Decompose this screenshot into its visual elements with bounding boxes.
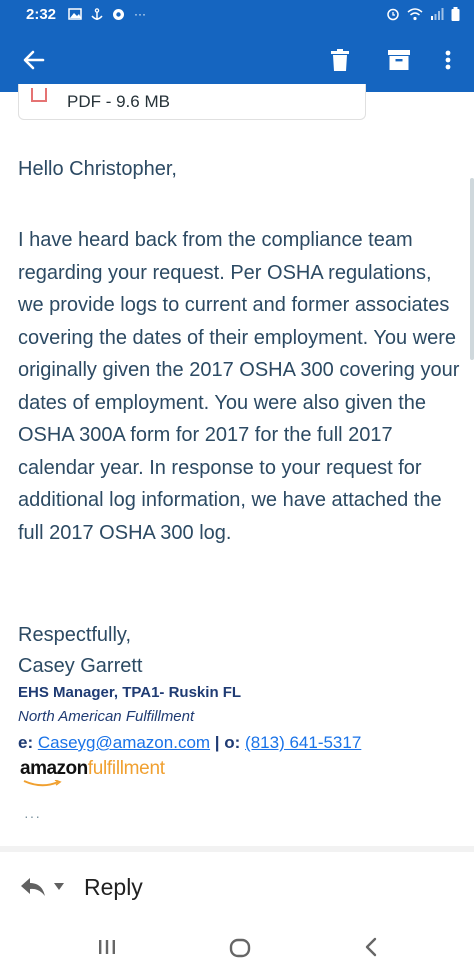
wifi-icon xyxy=(407,8,423,21)
trash-icon xyxy=(331,49,349,71)
logo-amazon-text: amazon xyxy=(20,758,88,779)
signature-contact xyxy=(18,733,361,753)
amazon-smile-icon xyxy=(22,780,62,788)
status-time: 2:32 xyxy=(26,5,57,23)
logo-fulfillment-text: fulfillment xyxy=(87,758,165,779)
pdf-file-icon xyxy=(31,88,47,102)
status-bar xyxy=(0,0,474,28)
email-closing: Respectfully, xyxy=(18,624,132,646)
anchor-icon xyxy=(91,8,103,21)
amazon-fulfillment-logo xyxy=(20,758,165,788)
email-body: I have heard back from the compliance team regarding your request. Per OSHA regulations, we provide logs to current and former associates covering the dates of their employment. You were originally given the 2017 OSHA 300 covering your dates of employment. You were also given the OSHA 300A form for 2017 for the full 2017 calendar year. In response to your request for additional log information, we have attached the full 2017 OSHA 300 log. xyxy=(18,229,460,544)
reply-icon[interactable] xyxy=(20,876,46,898)
more-vert-icon xyxy=(445,50,451,70)
reply-bar[interactable] xyxy=(0,852,474,922)
delete-button[interactable] xyxy=(326,44,354,76)
phone-prefix: o: xyxy=(224,733,246,752)
home-icon[interactable] xyxy=(228,936,252,960)
signal-icon xyxy=(430,8,444,20)
archive-button[interactable] xyxy=(384,44,414,76)
phone-link[interactable]: (813) 641-5317 xyxy=(245,733,362,752)
chrome-icon xyxy=(112,8,125,21)
recents-icon[interactable] xyxy=(96,936,118,958)
status-system-icons xyxy=(386,7,460,21)
more-notifications-indicator: ··· xyxy=(134,7,147,21)
archive-icon xyxy=(388,50,410,70)
app-bar xyxy=(0,28,474,92)
scrollbar-thumb[interactable] xyxy=(470,178,474,360)
signature-org: North American Fulfillment xyxy=(18,708,195,725)
email-link[interactable]: Caseyg@amazon.com xyxy=(37,733,211,752)
attachment-size: PDF - 9.6 MB xyxy=(67,92,170,111)
reply-button[interactable]: Reply xyxy=(84,874,143,900)
email-greeting: Hello Christopher, xyxy=(18,158,177,180)
email-prefix: e: xyxy=(18,733,38,752)
overflow-menu-button[interactable] xyxy=(436,44,460,76)
gallery-icon xyxy=(68,8,82,20)
show-quoted-text-button[interactable]: ··· xyxy=(24,808,41,824)
contact-separator: | xyxy=(210,733,225,752)
attachment-card[interactable] xyxy=(18,84,366,120)
arrow-left-icon xyxy=(23,50,45,70)
system-nav-bar xyxy=(0,922,474,973)
signature-title: EHS Manager, TPA1- Ruskin FL xyxy=(18,684,242,701)
alarm-icon xyxy=(386,7,400,21)
nav-back-icon[interactable] xyxy=(362,936,382,958)
back-button[interactable] xyxy=(18,44,50,76)
battery-icon xyxy=(451,7,460,21)
status-notification-icons xyxy=(68,7,146,21)
chevron-down-icon[interactable] xyxy=(54,883,64,891)
signature-closing-block xyxy=(18,620,142,682)
sender-name: Casey Garrett xyxy=(18,655,143,677)
